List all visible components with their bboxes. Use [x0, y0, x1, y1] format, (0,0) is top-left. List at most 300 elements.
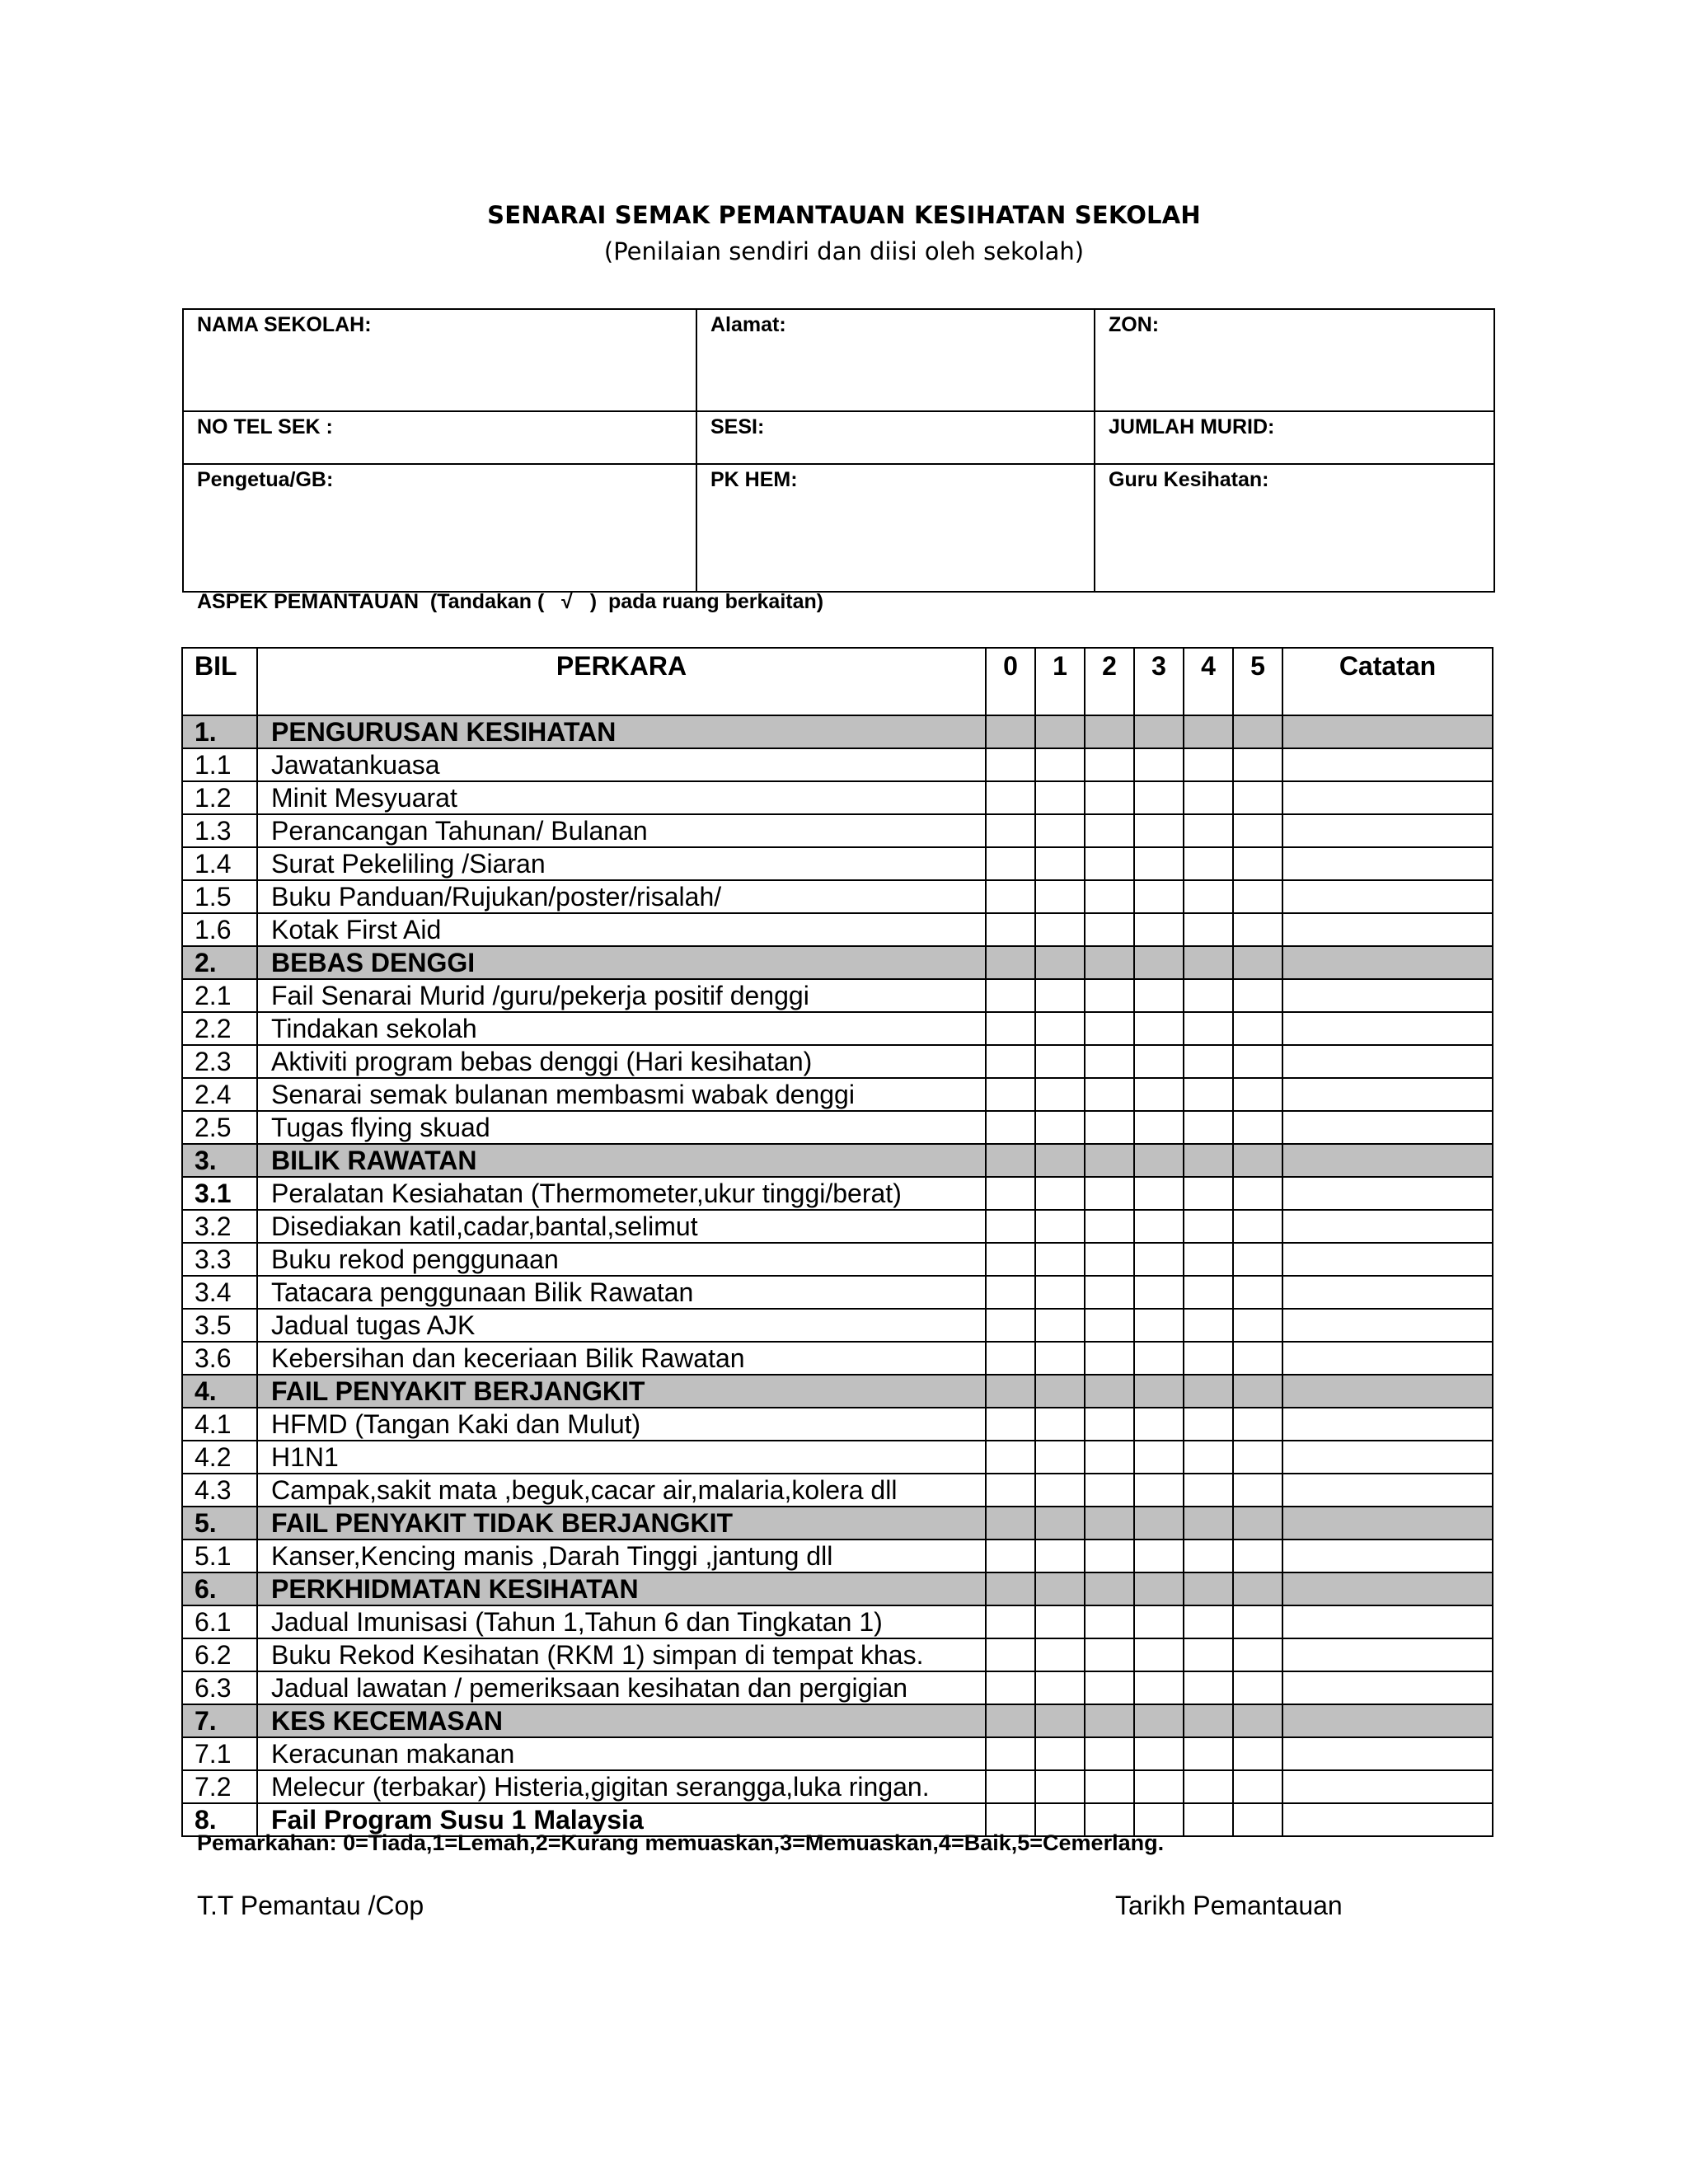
score-cell-4[interactable]	[1184, 1078, 1233, 1111]
score-cell-4[interactable]	[1184, 1243, 1233, 1276]
row-perkara: Melecur (terbakar) Histeria,gigitan serangga,luka ringan.	[257, 1770, 986, 1803]
catatan-cell[interactable]	[1282, 1507, 1493, 1540]
score-cell-2[interactable]	[1085, 946, 1134, 979]
row-bil: 1.1	[182, 748, 257, 781]
score-cell-0[interactable]	[986, 814, 1035, 847]
score-cell-1[interactable]	[1035, 1408, 1085, 1441]
score-cell-2[interactable]	[1085, 847, 1134, 880]
guru-kesihatan-field[interactable]	[1095, 464, 1494, 592]
catatan-cell[interactable]	[1282, 979, 1493, 1012]
score-cell-4[interactable]	[1184, 1276, 1233, 1309]
score-cell-0[interactable]	[986, 1671, 1035, 1704]
score-cell-0[interactable]	[986, 1045, 1035, 1078]
jumlah-murid-field[interactable]	[1095, 411, 1494, 464]
row-perkara: Perancangan Tahunan/ Bulanan	[257, 814, 986, 847]
score-cell-4[interactable]	[1184, 1210, 1233, 1243]
score-cell-3[interactable]	[1134, 1045, 1184, 1078]
score-cell-4[interactable]	[1184, 946, 1233, 979]
section-row	[182, 715, 1493, 748]
score-cell-4[interactable]	[1184, 1572, 1233, 1605]
score-cell-3[interactable]	[1134, 781, 1184, 814]
score-cell-2[interactable]	[1085, 979, 1134, 1012]
score-cell-2[interactable]	[1085, 1375, 1134, 1408]
catatan-cell[interactable]	[1282, 1111, 1493, 1144]
score-cell-1[interactable]	[1035, 1704, 1085, 1737]
catatan-cell[interactable]	[1282, 1177, 1493, 1210]
score-cell-5[interactable]	[1233, 1704, 1282, 1737]
score-cell-3[interactable]	[1134, 1210, 1184, 1243]
catatan-cell[interactable]	[1282, 1704, 1493, 1737]
table-row	[182, 1441, 1493, 1474]
score-cell-0[interactable]	[986, 1474, 1035, 1507]
row-perkara: Tugas flying skuad	[257, 1111, 986, 1144]
catatan-cell[interactable]	[1282, 1342, 1493, 1375]
score-cell-5[interactable]	[1233, 1243, 1282, 1276]
score-cell-1[interactable]	[1035, 814, 1085, 847]
score-cell-2[interactable]	[1085, 1078, 1134, 1111]
row-bil: 3.	[182, 1144, 257, 1177]
score-cell-4[interactable]	[1184, 1770, 1233, 1803]
zon-field[interactable]	[1095, 309, 1494, 411]
table-row	[182, 1243, 1493, 1276]
score-cell-0[interactable]	[986, 1078, 1035, 1111]
score-cell-5[interactable]	[1233, 1671, 1282, 1704]
score-cell-4[interactable]	[1184, 1045, 1233, 1078]
monitoring-date-label: Tarikh Pemantauan	[1115, 1891, 1343, 1920]
table-row	[182, 1012, 1493, 1045]
score-cell-2[interactable]	[1085, 1177, 1134, 1210]
section-row	[182, 1572, 1493, 1605]
row-perkara: Surat Pekeliling /Siaran	[257, 847, 986, 880]
row-bil: 3.6	[182, 1342, 257, 1375]
score-cell-1[interactable]	[1035, 1243, 1085, 1276]
score-cell-3[interactable]	[1134, 1737, 1184, 1770]
row-bil: 2.2	[182, 1012, 257, 1045]
score-cell-0[interactable]	[986, 1540, 1035, 1572]
score-cell-2[interactable]	[1085, 1210, 1134, 1243]
score-cell-1[interactable]	[1035, 1078, 1085, 1111]
score-cell-3[interactable]	[1134, 1507, 1184, 1540]
catatan-cell[interactable]	[1282, 1540, 1493, 1572]
score-cell-1[interactable]	[1035, 1342, 1085, 1375]
score-cell-1[interactable]	[1035, 1276, 1085, 1309]
score-cell-4[interactable]	[1184, 1507, 1233, 1540]
row-bil: 7.2	[182, 1770, 257, 1803]
catatan-cell[interactable]	[1282, 1012, 1493, 1045]
score-cell-4[interactable]	[1184, 880, 1233, 913]
score-cell-4[interactable]	[1184, 913, 1233, 946]
score-cell-4[interactable]	[1184, 1671, 1233, 1704]
score-cell-5[interactable]	[1233, 1408, 1282, 1441]
score-cell-4[interactable]	[1184, 1375, 1233, 1408]
score-cell-3[interactable]	[1134, 1078, 1184, 1111]
score-cell-2[interactable]	[1085, 1144, 1134, 1177]
score-cell-4[interactable]	[1184, 847, 1233, 880]
score-cell-2[interactable]	[1085, 1572, 1134, 1605]
catatan-cell[interactable]	[1282, 1803, 1493, 1836]
score-cell-4[interactable]	[1184, 1605, 1233, 1638]
score-cell-2[interactable]	[1085, 1474, 1134, 1507]
score-cell-3[interactable]	[1134, 1441, 1184, 1474]
score-cell-2[interactable]	[1085, 1012, 1134, 1045]
score-cell-2[interactable]	[1085, 1243, 1134, 1276]
score-cell-0[interactable]	[986, 1210, 1035, 1243]
score-cell-1[interactable]	[1035, 1737, 1085, 1770]
score-cell-3[interactable]	[1134, 1177, 1184, 1210]
score-cell-0[interactable]	[986, 748, 1035, 781]
score-cell-2[interactable]	[1085, 913, 1134, 946]
score-cell-3[interactable]	[1134, 913, 1184, 946]
score-cell-0[interactable]	[986, 1737, 1035, 1770]
score-cell-5[interactable]	[1233, 1210, 1282, 1243]
catatan-cell[interactable]	[1282, 1210, 1493, 1243]
score-cell-2[interactable]	[1085, 715, 1134, 748]
score-cell-3[interactable]	[1134, 1572, 1184, 1605]
score-cell-4[interactable]	[1184, 814, 1233, 847]
score-cell-0[interactable]	[986, 847, 1035, 880]
catatan-cell[interactable]	[1282, 1309, 1493, 1342]
score-cell-1[interactable]	[1035, 880, 1085, 913]
score-cell-4[interactable]	[1184, 979, 1233, 1012]
score-cell-2[interactable]	[1085, 814, 1134, 847]
score-cell-3[interactable]	[1134, 1704, 1184, 1737]
catatan-cell[interactable]	[1282, 1770, 1493, 1803]
table-row	[182, 748, 1493, 781]
row-bil: 2.5	[182, 1111, 257, 1144]
score-cell-5[interactable]	[1233, 1177, 1282, 1210]
score-cell-0[interactable]	[986, 1638, 1035, 1671]
score-cell-0[interactable]	[986, 781, 1035, 814]
zon-label: ZON:	[1109, 313, 1160, 336]
score-cell-2[interactable]	[1085, 1507, 1134, 1540]
alamat-label: Alamat:	[710, 313, 786, 336]
score-cell-5[interactable]	[1233, 1375, 1282, 1408]
score-cell-1[interactable]	[1035, 1144, 1085, 1177]
score-cell-2[interactable]	[1085, 1045, 1134, 1078]
catatan-cell[interactable]	[1282, 1375, 1493, 1408]
score-cell-1[interactable]	[1035, 946, 1085, 979]
score-cell-4[interactable]	[1184, 1704, 1233, 1737]
score-cell-5[interactable]	[1233, 913, 1282, 946]
row-perkara: BILIK RAWATAN	[257, 1144, 986, 1177]
score-cell-2[interactable]	[1085, 1540, 1134, 1572]
catatan-cell[interactable]	[1282, 814, 1493, 847]
score-cell-2[interactable]	[1085, 748, 1134, 781]
score-cell-1[interactable]	[1035, 979, 1085, 1012]
row-bil: 3.1	[182, 1177, 257, 1210]
row-perkara: Fail Senarai Murid /guru/pekerja positif denggi	[257, 979, 986, 1012]
score-cell-0[interactable]	[986, 1177, 1035, 1210]
form-subtitle: (Penilaian sendiri dan diisi oleh sekolah)	[603, 237, 1085, 265]
table-row	[182, 1605, 1493, 1638]
score-cell-4[interactable]	[1184, 1342, 1233, 1375]
score-cell-3[interactable]	[1134, 847, 1184, 880]
score-cell-4[interactable]	[1184, 1144, 1233, 1177]
section-row	[182, 1704, 1493, 1737]
score-cell-0[interactable]	[986, 1375, 1035, 1408]
score-cell-1[interactable]	[1035, 1441, 1085, 1474]
catatan-cell[interactable]	[1282, 1638, 1493, 1671]
score-cell-0[interactable]	[986, 1704, 1035, 1737]
header-score-3: 3	[1134, 648, 1184, 715]
catatan-cell[interactable]	[1282, 1671, 1493, 1704]
row-perkara: FAIL PENYAKIT BERJANGKIT	[257, 1375, 986, 1408]
row-bil: 6.3	[182, 1671, 257, 1704]
scoring-legend: Pemarkahan: 0=Tiada,1=Lemah,2=Kurang memuaskan,3=Memuaskan,4=Baik,5=Cemerlang.	[197, 1830, 1165, 1855]
alamat-field[interactable]	[696, 309, 1095, 411]
score-cell-0[interactable]	[986, 913, 1035, 946]
score-cell-4[interactable]	[1184, 1441, 1233, 1474]
score-cell-0[interactable]	[986, 1276, 1035, 1309]
score-cell-1[interactable]	[1035, 847, 1085, 880]
no-tel-label: NO TEL SEK :	[197, 415, 333, 438]
row-perkara: Campak,sakit mata ,beguk,cacar air,malaria,kolera dll	[257, 1474, 986, 1507]
sesi-field[interactable]	[696, 411, 1095, 464]
row-bil: 7.1	[182, 1737, 257, 1770]
catatan-cell[interactable]	[1282, 1408, 1493, 1441]
score-cell-4[interactable]	[1184, 1177, 1233, 1210]
score-cell-3[interactable]	[1134, 880, 1184, 913]
score-cell-1[interactable]	[1035, 1210, 1085, 1243]
score-cell-2[interactable]	[1085, 1737, 1134, 1770]
score-cell-2[interactable]	[1085, 1441, 1134, 1474]
score-cell-5[interactable]	[1233, 1309, 1282, 1342]
score-cell-3[interactable]	[1134, 1540, 1184, 1572]
row-bil: 5.1	[182, 1540, 257, 1572]
score-cell-5[interactable]	[1233, 847, 1282, 880]
score-cell-5[interactable]	[1233, 715, 1282, 748]
score-cell-1[interactable]	[1035, 1671, 1085, 1704]
catatan-cell[interactable]	[1282, 1605, 1493, 1638]
score-cell-2[interactable]	[1085, 880, 1134, 913]
score-cell-0[interactable]	[986, 1012, 1035, 1045]
score-cell-1[interactable]	[1035, 913, 1085, 946]
score-cell-0[interactable]	[986, 1441, 1035, 1474]
catatan-cell[interactable]	[1282, 946, 1493, 979]
score-cell-2[interactable]	[1085, 1704, 1134, 1737]
score-cell-5[interactable]	[1233, 1803, 1282, 1836]
score-cell-3[interactable]	[1134, 1605, 1184, 1638]
score-cell-3[interactable]	[1134, 1408, 1184, 1441]
row-bil: 7.	[182, 1704, 257, 1737]
score-cell-2[interactable]	[1085, 1671, 1134, 1704]
score-cell-5[interactable]	[1233, 1572, 1282, 1605]
score-cell-4[interactable]	[1184, 1540, 1233, 1572]
score-cell-5[interactable]	[1233, 1540, 1282, 1572]
score-cell-2[interactable]	[1085, 1276, 1134, 1309]
score-cell-4[interactable]	[1184, 1638, 1233, 1671]
score-cell-1[interactable]	[1035, 1012, 1085, 1045]
catatan-cell[interactable]	[1282, 748, 1493, 781]
catatan-cell[interactable]	[1282, 1276, 1493, 1309]
score-cell-5[interactable]	[1233, 1045, 1282, 1078]
score-cell-4[interactable]	[1184, 1111, 1233, 1144]
score-cell-3[interactable]	[1134, 946, 1184, 979]
score-cell-3[interactable]	[1134, 1012, 1184, 1045]
score-cell-0[interactable]	[986, 715, 1035, 748]
header-score-5: 5	[1233, 648, 1282, 715]
score-cell-2[interactable]	[1085, 1342, 1134, 1375]
score-cell-3[interactable]	[1134, 1770, 1184, 1803]
score-cell-4[interactable]	[1184, 1309, 1233, 1342]
score-cell-3[interactable]	[1134, 1638, 1184, 1671]
score-cell-5[interactable]	[1233, 946, 1282, 979]
score-cell-5[interactable]	[1233, 1474, 1282, 1507]
table-row	[182, 1638, 1493, 1671]
score-cell-5[interactable]	[1233, 748, 1282, 781]
score-cell-3[interactable]	[1134, 979, 1184, 1012]
catatan-cell[interactable]	[1282, 1144, 1493, 1177]
score-cell-5[interactable]	[1233, 1605, 1282, 1638]
score-cell-3[interactable]	[1134, 1671, 1184, 1704]
score-cell-5[interactable]	[1233, 1342, 1282, 1375]
table-row	[182, 1276, 1493, 1309]
score-cell-0[interactable]	[986, 880, 1035, 913]
row-perkara: Buku rekod penggunaan	[257, 1243, 986, 1276]
catatan-cell[interactable]	[1282, 1243, 1493, 1276]
score-cell-1[interactable]	[1035, 1309, 1085, 1342]
row-bil: 6.	[182, 1572, 257, 1605]
score-cell-2[interactable]	[1085, 1408, 1134, 1441]
table-row	[182, 1045, 1493, 1078]
score-cell-0[interactable]	[986, 946, 1035, 979]
catatan-cell[interactable]	[1282, 1045, 1493, 1078]
score-cell-1[interactable]	[1035, 715, 1085, 748]
score-cell-5[interactable]	[1233, 1144, 1282, 1177]
score-cell-2[interactable]	[1085, 1605, 1134, 1638]
score-cell-2[interactable]	[1085, 1770, 1134, 1803]
score-cell-2[interactable]	[1085, 1309, 1134, 1342]
score-cell-4[interactable]	[1184, 748, 1233, 781]
school-info-table	[182, 308, 1495, 593]
catatan-cell[interactable]	[1282, 1737, 1493, 1770]
score-cell-0[interactable]	[986, 1572, 1035, 1605]
score-cell-4[interactable]	[1184, 1474, 1233, 1507]
score-cell-1[interactable]	[1035, 1507, 1085, 1540]
score-cell-5[interactable]	[1233, 1638, 1282, 1671]
pk-hem-label: PK HEM:	[710, 468, 798, 491]
score-cell-0[interactable]	[986, 1605, 1035, 1638]
score-cell-1[interactable]	[1035, 1045, 1085, 1078]
score-cell-3[interactable]	[1134, 1375, 1184, 1408]
score-cell-2[interactable]	[1085, 1638, 1134, 1671]
score-cell-0[interactable]	[986, 1144, 1035, 1177]
score-cell-1[interactable]	[1035, 1111, 1085, 1144]
score-cell-5[interactable]	[1233, 979, 1282, 1012]
score-cell-0[interactable]	[986, 1309, 1035, 1342]
nama-sekolah-field[interactable]	[183, 309, 696, 411]
score-cell-5[interactable]	[1233, 1276, 1282, 1309]
row-bil: 3.4	[182, 1276, 257, 1309]
row-perkara: Kebersihan dan keceriaan Bilik Rawatan	[257, 1342, 986, 1375]
score-cell-5[interactable]	[1233, 1507, 1282, 1540]
score-cell-0[interactable]	[986, 979, 1035, 1012]
row-perkara: Jadual Imunisasi (Tahun 1,Tahun 6 dan Tingkatan 1)	[257, 1605, 986, 1638]
score-cell-3[interactable]	[1134, 1309, 1184, 1342]
catatan-cell[interactable]	[1282, 847, 1493, 880]
catatan-cell[interactable]	[1282, 1572, 1493, 1605]
row-bil: 2.4	[182, 1078, 257, 1111]
table-row	[182, 1111, 1493, 1144]
header-score-4: 4	[1184, 648, 1233, 715]
score-cell-1[interactable]	[1035, 1540, 1085, 1572]
score-cell-1[interactable]	[1035, 1474, 1085, 1507]
row-bil: 1.	[182, 715, 257, 748]
score-cell-5[interactable]	[1233, 1770, 1282, 1803]
score-cell-4[interactable]	[1184, 715, 1233, 748]
score-cell-3[interactable]	[1134, 814, 1184, 847]
score-cell-4[interactable]	[1184, 781, 1233, 814]
catatan-cell[interactable]	[1282, 1474, 1493, 1507]
score-cell-1[interactable]	[1035, 1375, 1085, 1408]
score-cell-3[interactable]	[1134, 1243, 1184, 1276]
catatan-cell[interactable]	[1282, 1078, 1493, 1111]
score-cell-2[interactable]	[1085, 781, 1134, 814]
score-cell-1[interactable]	[1035, 748, 1085, 781]
score-cell-3[interactable]	[1134, 1111, 1184, 1144]
score-cell-5[interactable]	[1233, 1078, 1282, 1111]
score-cell-1[interactable]	[1035, 1638, 1085, 1671]
catatan-cell[interactable]	[1282, 715, 1493, 748]
table-row	[182, 913, 1493, 946]
score-cell-0[interactable]	[986, 1408, 1035, 1441]
catatan-cell[interactable]	[1282, 1441, 1493, 1474]
score-cell-1[interactable]	[1035, 1605, 1085, 1638]
score-cell-1[interactable]	[1035, 781, 1085, 814]
row-bil: 5.	[182, 1507, 257, 1540]
score-cell-0[interactable]	[986, 1507, 1035, 1540]
header-score-1: 1	[1035, 648, 1085, 715]
pk-hem-field[interactable]	[696, 464, 1095, 592]
pengetua-field[interactable]	[183, 464, 696, 592]
score-cell-2[interactable]	[1085, 1111, 1134, 1144]
row-perkara: Senarai semak bulanan membasmi wabak denggi	[257, 1078, 986, 1111]
score-cell-1[interactable]	[1035, 1572, 1085, 1605]
score-cell-1[interactable]	[1035, 1770, 1085, 1803]
score-cell-0[interactable]	[986, 1111, 1035, 1144]
score-cell-1[interactable]	[1035, 1177, 1085, 1210]
catatan-cell[interactable]	[1282, 880, 1493, 913]
score-cell-5[interactable]	[1233, 814, 1282, 847]
catatan-cell[interactable]	[1282, 781, 1493, 814]
score-cell-3[interactable]	[1134, 1474, 1184, 1507]
score-cell-5[interactable]	[1233, 1111, 1282, 1144]
score-cell-3[interactable]	[1134, 715, 1184, 748]
score-cell-5[interactable]	[1233, 880, 1282, 913]
score-cell-0[interactable]	[986, 1243, 1035, 1276]
no-tel-field[interactable]	[183, 411, 696, 464]
score-cell-5[interactable]	[1233, 1441, 1282, 1474]
table-row	[182, 880, 1493, 913]
score-cell-4[interactable]	[1184, 1803, 1233, 1836]
score-cell-0[interactable]	[986, 1770, 1035, 1803]
score-cell-3[interactable]	[1134, 1144, 1184, 1177]
row-perkara: Kotak First Aid	[257, 913, 986, 946]
score-cell-3[interactable]	[1134, 748, 1184, 781]
catatan-cell[interactable]	[1282, 913, 1493, 946]
table-row	[182, 1177, 1493, 1210]
score-cell-4[interactable]	[1184, 1012, 1233, 1045]
score-cell-5[interactable]	[1233, 781, 1282, 814]
checklist-table	[181, 647, 1493, 1837]
score-cell-4[interactable]	[1184, 1408, 1233, 1441]
score-cell-3[interactable]	[1134, 1276, 1184, 1309]
score-cell-3[interactable]	[1134, 1342, 1184, 1375]
score-cell-5[interactable]	[1233, 1737, 1282, 1770]
score-cell-5[interactable]	[1233, 1012, 1282, 1045]
score-cell-4[interactable]	[1184, 1737, 1233, 1770]
score-cell-0[interactable]	[986, 1342, 1035, 1375]
